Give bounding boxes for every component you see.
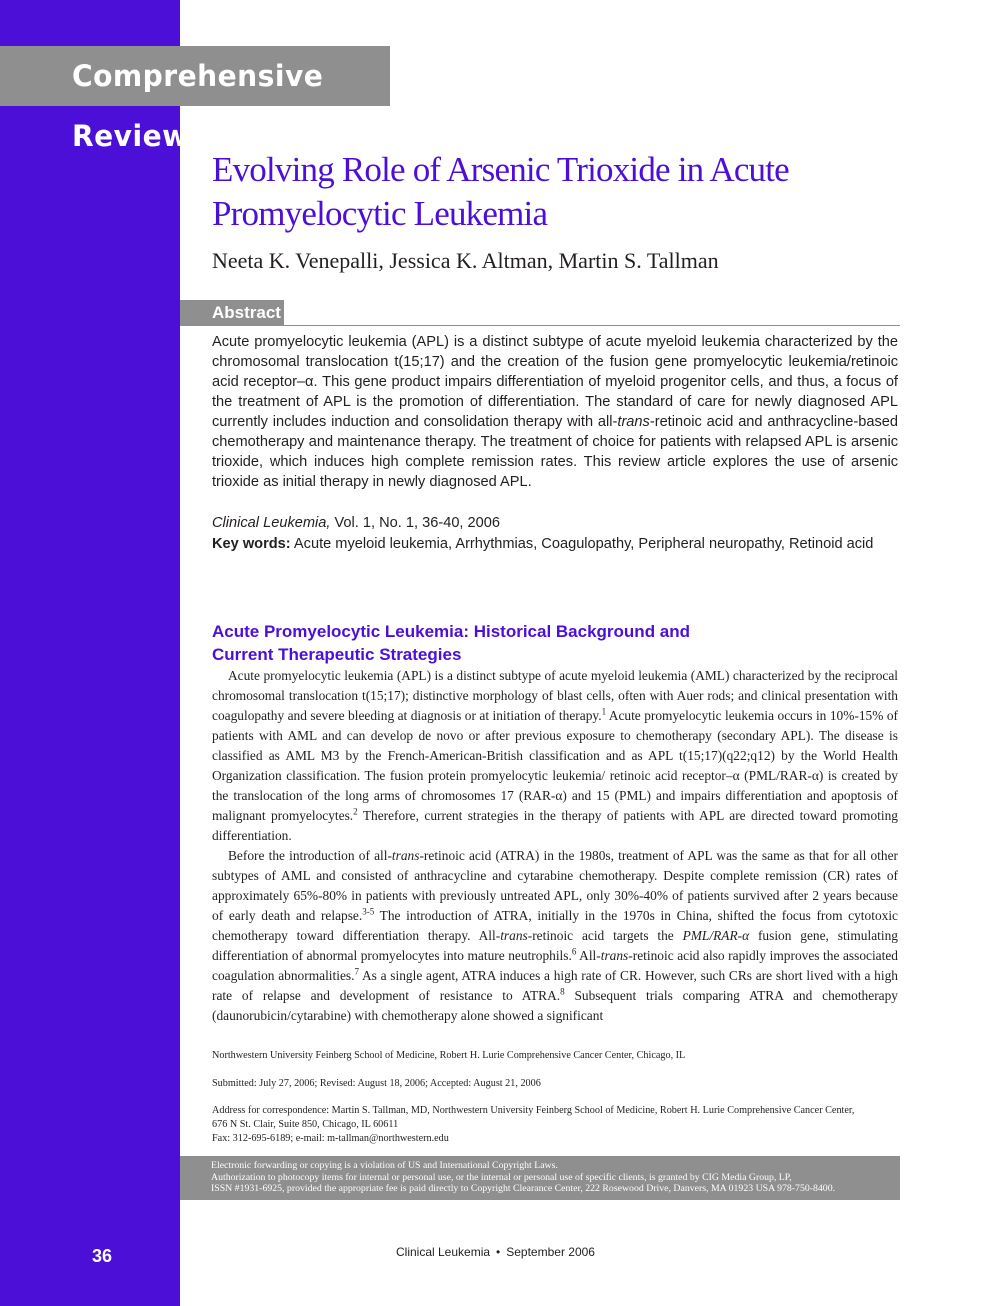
section-heading: Acute Promyelocytic Leukemia: Historical Background and Current Therapeutic Strategies	[212, 622, 691, 664]
abstract-text: Acute promyelocytic leukemia (APL) is a distinct subtype of acute myeloid leukemia characterized by the chromosomal translocation t(15;17) and the creation of the fusion gene promyelocytic leukemia/retinoic acid receptor–α. This gene product impairs differentiation of myeloid progenitor cells, and thus, a focus of the treatment of APL is the promotion of differentiation. The standard of care for newly diagnosed APL currently includes induction and consolidation therapy with all-trans-retinoic acid and anthracycline-based chemotherapy and maintenance therapy. The treatment of choice for patients with relapsed APL is arsenic trioxide, which induces high complete remission rates. This review article explores the use of arsenic trioxide as initial therapy in newly diagnosed APL.	[212, 334, 898, 490]
article-title: Evolving Role of Arsenic Trioxide in Acute Promyelocytic Leukemia	[212, 150, 789, 233]
submission-dates: Submitted: July 27, 2006; Revised: August 18, 2006; Accepted: August 21, 2006	[212, 1078, 541, 1089]
citation-block	[212, 513, 902, 555]
abstract-label: Abstract	[180, 300, 284, 326]
body-paragraph: Acute promyelocytic leukemia (APL) is a distinct subtype of acute myeloid leukemia (AML) characterized by the reciprocal chromosomal translocation t(15;17); distinctive morphology of blast cells, often with Auer rods; and clinical presentation with coagulopathy and severe bleeding at diagnosis or at initiation of therapy.$^1$ Acute promyelocytic leukemia occurs in 10%-15% of patients with AML and can develop de novo or after previous exposure to chemotherapy (secondary APL). The disease is classified as AML M3 by the French-American-British classification and as APL t(15;17)(q22;q12) by the World Health Organization classification. The fusion protein promyelocytic leukemia/ retinoic acid receptor–α (PML/RAR-α) is created by the translocation of the long arms of chromosomes 17 (RAR-α) and 15 (PML) and impairs differentiation and apoptosis of malignant promyelocytes.$^2$ Therefore, current strategies in the therapy of patients with APL are directed toward promoting differentiation.	[212, 668, 898, 843]
section-label: Comprehensive Review	[0, 46, 390, 106]
correspondence-address: Address for correspondence: Martin S. Tallman, MD, Northwestern University Feinberg School of Medicine, Robert H. Lurie Comprehensive Cancer Center, 676 N St. Clair, Suite 850, Chicago, IL 60611 Fax: 312-695-6189; e-mail: m-tallman@northwestern.edu	[212, 1105, 855, 1144]
citation-line: Clinical Leukemia, Vol. 1, No. 1, 36-40, 2006	[212, 515, 501, 531]
copyright-notice: Electronic forwarding or copying is a violation of US and International Copyright Laws. Authorization to photocopy items for internal or personal use, or the internal or personal use of specific clients, is granted by CIG Media Group, LP, ISSN #1931-6925, provided the appropriate fee is paid directly to Copyright Clearance Center, 222 Rosewood Drive, Danvers, MA 01923 USA 978-750-8400.	[180, 1156, 900, 1200]
abstract-divider	[284, 325, 900, 326]
body-paragraph: Before the introduction of all-trans-retinoic acid (ATRA) in the 1980s, treatment of APL was the same as that for all other subtypes of AML and consisted of anthracycline and cytarabine chemotherapy. Despite complete remission (CR) rates of approximately 65%-80% in patients with previously untreated APL, only 30%-40% of patients survived after 2 years because of early death and relapse.$^{3-5}$ The introduction of ATRA, initially in the 1970s in China, shifted the focus from cytotoxic chemotherapy toward differentiation therapy. All-trans-retinoic acid targets the PML/RAR-α fusion gene, stimulating differentiation of abnormal promyelocytes into mature neutrophils.$^6$ All-trans-retinoic acid also rapidly improves the associated coagulation abnormalities.$^7$ As a single agent, ATRA induces a high rate of CR. However, such CRs are short lived with a high rate of relapse and development of resistance to ATRA.$^8$ Subsequent trials comparing ATRA and chemotherapy (daunorubicin/cytarabine) with chemotherapy alone showed a significant	[212, 848, 898, 1023]
page-number: 36	[92, 1246, 113, 1266]
page-footer: Clinical Leukemia • September 2006	[396, 1245, 595, 1259]
article-authors: Neeta K. Venepalli, Jessica K. Altman, Martin S. Tallman	[212, 248, 719, 273]
sidebar-band	[0, 0, 180, 1306]
body-text	[212, 666, 898, 1026]
affiliation: Northwestern University Feinberg School of Medicine, Robert H. Lurie Comprehensive Cancer Center, Chicago, IL	[212, 1050, 686, 1061]
keywords-line: Key words: Acute myeloid leukemia, Arrhythmias, Coagulopathy, Peripheral neuropathy, Retinoid acid	[212, 536, 874, 552]
